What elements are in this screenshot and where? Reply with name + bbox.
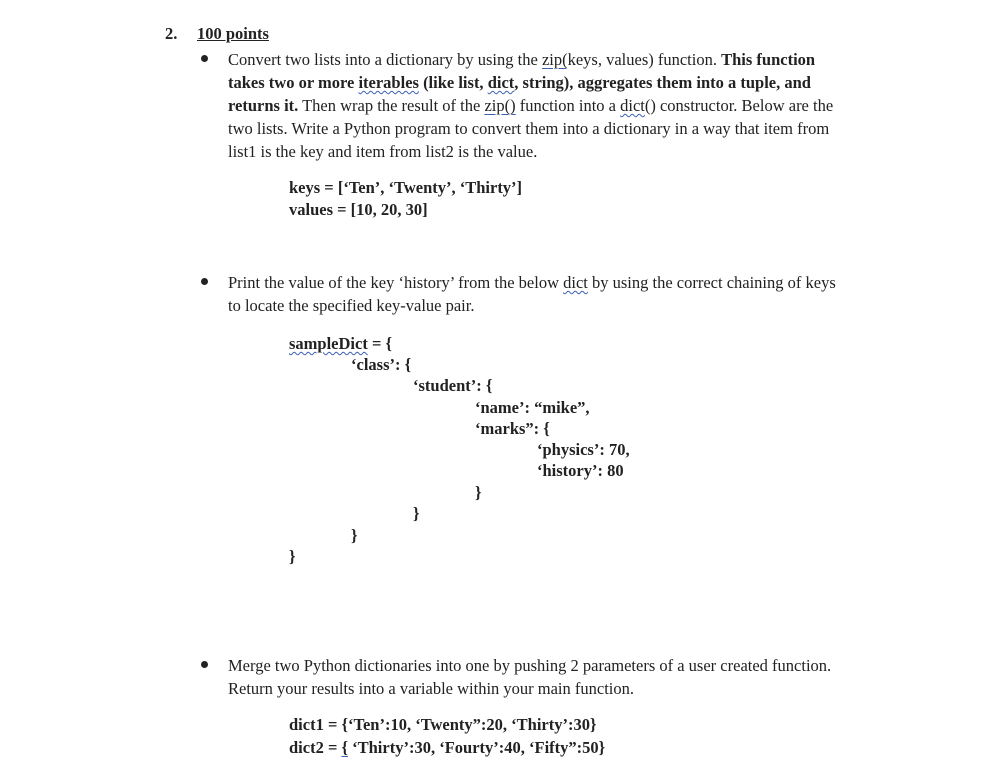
item2-line2: to locate the specified key-value pair. bbox=[228, 296, 475, 315]
iterables-word: iterables bbox=[358, 73, 419, 92]
bold-text: returns it. bbox=[228, 96, 299, 115]
section-number: 2. bbox=[165, 24, 178, 43]
item1-line1 bbox=[228, 48, 815, 71]
code-marks: ‘marks”: { bbox=[475, 419, 550, 438]
dict-word: dict bbox=[487, 73, 515, 92]
code-dict2 bbox=[289, 737, 605, 758]
item2-line1 bbox=[228, 271, 836, 294]
code-sampledict bbox=[289, 333, 392, 354]
bullet-icon bbox=[201, 661, 208, 668]
text: takes two or more bbox=[228, 73, 359, 92]
text: Print the value of the key ‘history’ from the below bbox=[228, 273, 564, 292]
code-student: ‘student’: { bbox=[413, 376, 493, 395]
bold-text: This function bbox=[721, 50, 816, 69]
code-brace: } bbox=[413, 504, 420, 523]
code-class: ‘class’: { bbox=[351, 355, 412, 374]
text: ‘Thirty’:30, ‘Fourty’:40, ‘Fifty”:50} bbox=[348, 738, 606, 757]
dict-word: dict bbox=[563, 273, 588, 292]
dict-word: dict bbox=[620, 96, 645, 115]
text: by using the correct chaining of keys bbox=[587, 273, 836, 292]
code-brace: } bbox=[351, 526, 358, 545]
code-brace: } bbox=[475, 483, 482, 502]
zip-word: zip() bbox=[484, 96, 516, 115]
code-history: ‘history’: 80 bbox=[537, 461, 624, 480]
brace-word: { bbox=[341, 738, 348, 757]
item1-line4: two lists. Write a Python program to convert them into a dictionary in a way that item from bbox=[228, 119, 830, 138]
text: = { bbox=[367, 334, 392, 353]
text: keys, values) function. bbox=[567, 50, 722, 69]
item1-line3 bbox=[228, 94, 833, 117]
zip-word: zip( bbox=[541, 50, 568, 69]
text: function into a bbox=[515, 96, 621, 115]
item1-line2 bbox=[228, 71, 811, 94]
code-dict1: dict1 = {‘Ten’:10, ‘Twenty”:20, ‘Thirty’:30} bbox=[289, 715, 597, 734]
sampledict-word: sampleDict bbox=[289, 334, 368, 353]
section-title: 100 points bbox=[197, 24, 269, 43]
bullet-icon bbox=[201, 55, 208, 62]
item3-line1: Merge two Python dictionaries into one by pushing 2 parameters of a user created function. bbox=[228, 656, 832, 675]
code-keys: keys = [‘Ten’, ‘Twenty’, ‘Thirty’] bbox=[289, 178, 523, 197]
text: Convert two lists into a dictionary by using the bbox=[228, 50, 542, 69]
code-values: values = [10, 20, 30] bbox=[289, 200, 428, 219]
code-brace: } bbox=[289, 547, 296, 566]
code-name: ‘name’: “mike”, bbox=[475, 398, 590, 417]
code-physics: ‘physics’: 70, bbox=[537, 440, 630, 459]
text: (like list, bbox=[418, 73, 488, 92]
text: , string), aggregates them into a tuple, and bbox=[514, 73, 811, 92]
bullet-icon bbox=[201, 278, 208, 285]
item1-line5: list1 is the key and item from list2 is the value. bbox=[228, 142, 538, 161]
text: dict2 = bbox=[289, 738, 342, 757]
item3-line2: Return your results into a variable within your main function. bbox=[228, 679, 634, 698]
text: Then wrap the result of the bbox=[298, 96, 485, 115]
text: () constructor. Below are the bbox=[644, 96, 834, 115]
